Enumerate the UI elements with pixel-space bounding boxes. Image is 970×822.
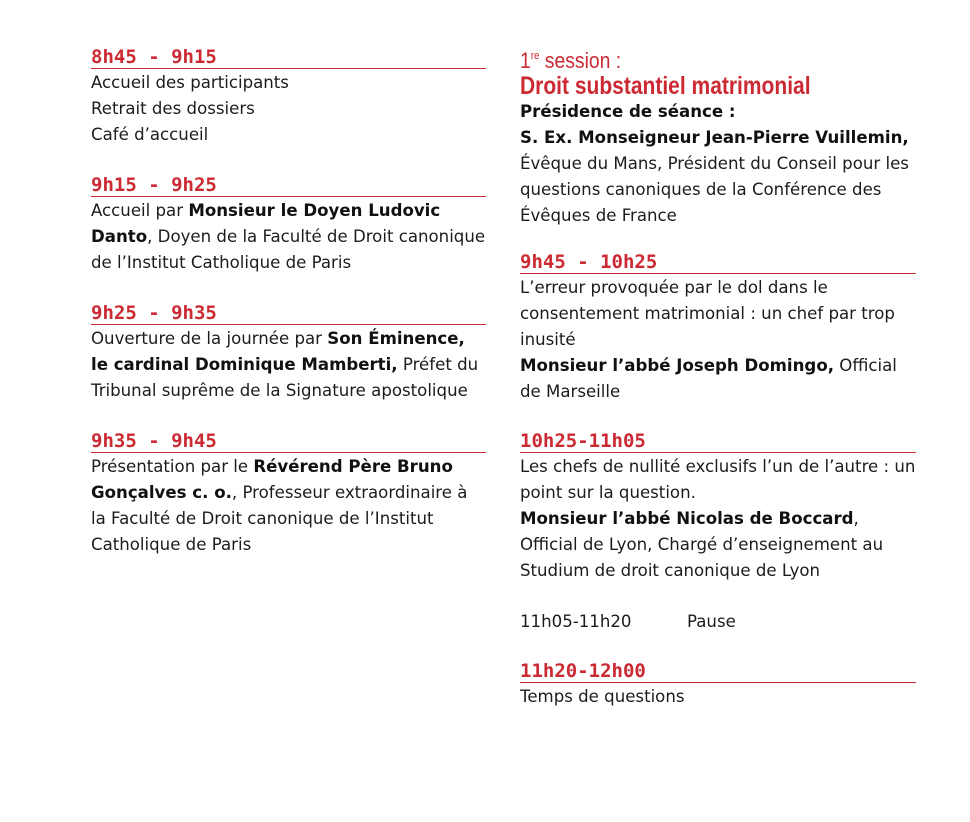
talk-topic: L’erreur provoquée par le dol dans le consentement matrimonial : un chef par trop inusité xyxy=(520,278,895,349)
item-description: Monsieur l’abbé Joseph Domingo, Official de Marseille xyxy=(520,356,897,401)
schedule-item xyxy=(91,302,486,404)
item-description: Ouverture de la journée par Son Éminence, le cardinal Dominique Mamberti, Préfet du Tribunal suprême de la Signature apostolique xyxy=(91,329,479,400)
text-line: Retrait des dossiers xyxy=(91,99,255,118)
president-name: S. Ex. Monseigneur Jean-Pierre Vuillemin, xyxy=(520,128,909,147)
pause-label: Pause xyxy=(687,612,736,631)
text-line: Café d’accueil xyxy=(91,125,209,144)
item-description: Temps de questions xyxy=(520,687,685,706)
time-slot: 9h45 - 10h25 xyxy=(520,251,916,274)
text-line: Accueil des participants xyxy=(91,73,289,92)
speaker-name: Monsieur le Doyen Ludovic Danto xyxy=(91,201,441,246)
schedule-item xyxy=(91,174,486,276)
pause-row xyxy=(520,609,916,635)
speaker-name: Monsieur l’abbé Nicolas de Boccard xyxy=(520,509,854,528)
schedule-item xyxy=(520,660,916,710)
item-description: Accueil par Monsieur le Doyen Ludovic Danto, Doyen de la Faculté de Droit canonique de l’Institut Catholique de Paris xyxy=(91,201,486,272)
schedule-item xyxy=(91,46,486,148)
president-role: Évêque du Mans, Président du Conseil pour les questions canoniques de la Conférence des Évêques de France xyxy=(520,154,909,225)
talk-topic: Les chefs de nullité exclusifs l’un de l’autre : un point sur la question. xyxy=(520,457,916,502)
time-slot: 9h35 - 9h45 xyxy=(91,430,486,453)
time-slot: 8h45 - 9h15 xyxy=(91,46,486,69)
session-header xyxy=(520,44,916,229)
time-slot: 10h25-11h05 xyxy=(520,430,916,453)
schedule-item xyxy=(520,430,916,584)
time-slot: 9h25 - 9h35 xyxy=(91,302,486,325)
speaker-name: Monsieur l’abbé Joseph Domingo, xyxy=(520,356,835,375)
time-slot: 11h20-12h00 xyxy=(520,660,916,683)
time-slot: 9h15 - 9h25 xyxy=(91,174,486,197)
schedule-item xyxy=(520,251,916,405)
schedule-item xyxy=(91,430,486,558)
pause-time: 11h05-11h20 xyxy=(520,612,632,631)
item-description: Monsieur l’abbé Nicolas de Boccard, Official de Lyon, Chargé d’enseignement au Studium de droit canonique de Lyon xyxy=(520,509,884,580)
session-title: Droit substantiel matrimonial xyxy=(520,72,811,100)
speaker-name: Son Éminence, le cardinal Dominique Mamberti, xyxy=(91,329,465,374)
speaker-name: Révérend Père Bruno Gonçalves c. o. xyxy=(91,457,453,502)
presidence-label: Présidence de séance : xyxy=(520,102,736,121)
session-label: 1re session : xyxy=(520,48,622,73)
item-description: Présentation par le Révérend Père Bruno Gonçalves c. o., Professeur extraordinaire à la Faculté de Droit canonique de l’Institut Catholique de Paris xyxy=(91,457,468,554)
